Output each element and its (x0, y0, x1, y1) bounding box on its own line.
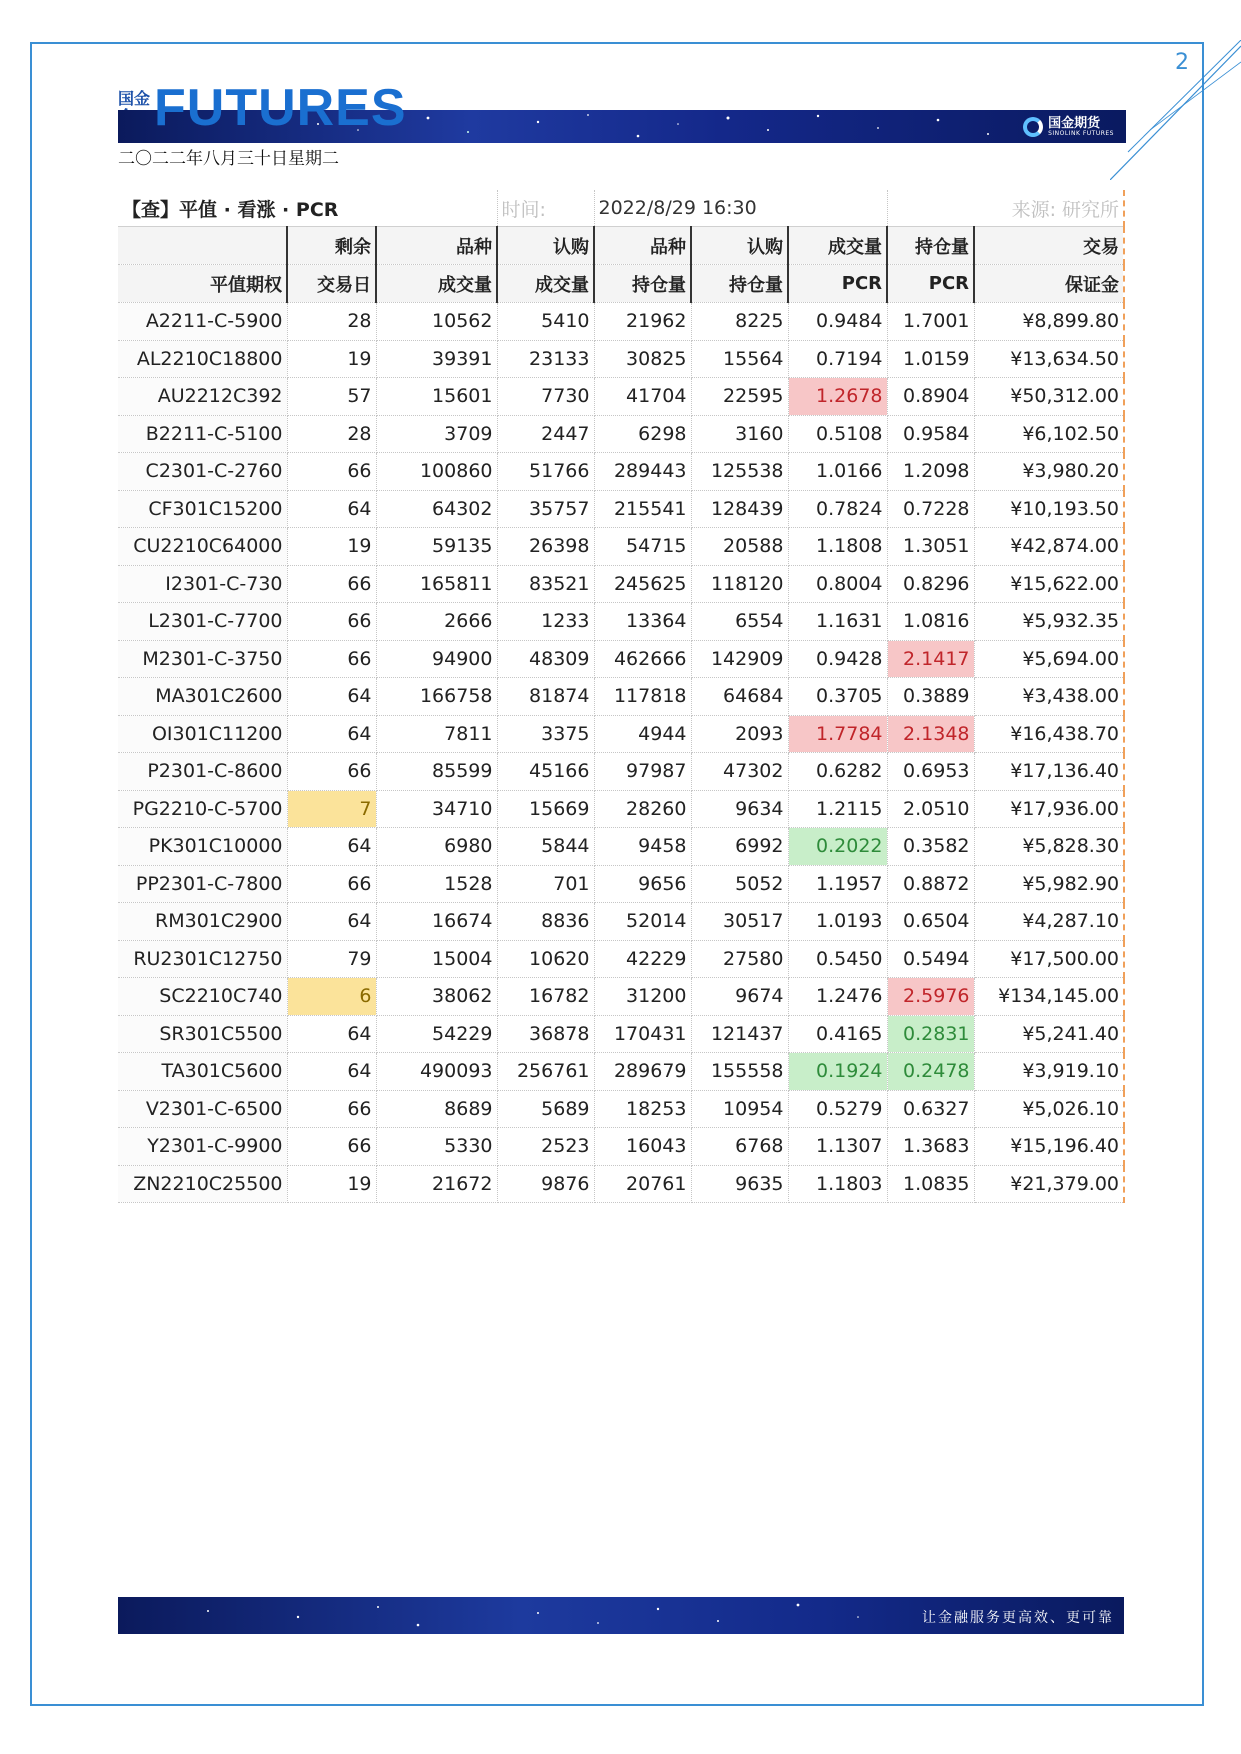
header-cell: 平值期权 (118, 265, 287, 303)
table-cell: 1.2678 (788, 378, 887, 416)
table-cell: 0.9584 (887, 415, 974, 453)
table-cell: 1.3051 (887, 528, 974, 566)
table-cell: 170431 (594, 1015, 691, 1053)
page-number: 2 (1175, 50, 1189, 75)
option-code-cell: AU2212C392 (118, 378, 287, 416)
table-cell: 1.7784 (788, 715, 887, 753)
table-cell: ¥3,919.10 (974, 1053, 1124, 1091)
table-row (118, 378, 1124, 416)
table-row (118, 1053, 1124, 1091)
option-code-cell: I2301-C-730 (118, 565, 287, 603)
option-code-cell: Y2301-C-9900 (118, 1128, 287, 1166)
table-cell: ¥3,438.00 (974, 678, 1124, 716)
table-cell: 0.7194 (788, 340, 887, 378)
header-cell: 持仓量 (594, 265, 691, 303)
table-cell: 1528 (376, 865, 497, 903)
table-cell: 10562 (376, 303, 497, 341)
brand-futures: FUTURES (154, 79, 407, 137)
header-cell: 成交量 (376, 265, 497, 303)
table-cell: 0.8004 (788, 565, 887, 603)
table-cell: 0.8296 (887, 565, 974, 603)
header-cell: 持仓量 (887, 227, 974, 265)
table-cell: 28 (287, 415, 376, 453)
table-row (118, 528, 1124, 566)
table-cell: 16782 (497, 978, 594, 1016)
table-row (118, 415, 1124, 453)
table-cell: 121437 (691, 1015, 788, 1053)
option-code-cell: PG2210-C-5700 (118, 790, 287, 828)
table-row (118, 603, 1124, 641)
table-cell: 256761 (497, 1053, 594, 1091)
table-cell: 0.7824 (788, 490, 887, 528)
table-cell: 8689 (376, 1090, 497, 1128)
table-cell: 0.5450 (788, 940, 887, 978)
table-row (118, 1128, 1124, 1166)
brand-cn-line1: 国金 (118, 89, 151, 108)
table-cell: 6992 (691, 828, 788, 866)
table-cell: 6554 (691, 603, 788, 641)
table-cell: 125538 (691, 453, 788, 491)
table-cell: 0.9428 (788, 640, 887, 678)
table-cell: 51766 (497, 453, 594, 491)
table-cell: 16043 (594, 1128, 691, 1166)
header-cell: 剩余 (287, 227, 376, 265)
table-cell: 166758 (376, 678, 497, 716)
table-row (118, 453, 1124, 491)
table-cell: 1.0166 (788, 453, 887, 491)
logo-name: 国金期货 (1048, 115, 1101, 131)
table-cell: 0.5494 (887, 940, 974, 978)
table-cell: 66 (287, 640, 376, 678)
header-cell: 交易日 (287, 265, 376, 303)
table-cell: 2.1417 (887, 640, 974, 678)
header-cell: 品种 (376, 227, 497, 265)
table-cell: 117818 (594, 678, 691, 716)
table-cell: 215541 (594, 490, 691, 528)
table-cell: 5410 (497, 303, 594, 341)
table-cell: 13364 (594, 603, 691, 641)
table-row (118, 753, 1124, 791)
table-cell: 1.2476 (788, 978, 887, 1016)
table-cell: 21962 (594, 303, 691, 341)
corner-decoration (1110, 40, 1241, 180)
table-cell: 15669 (497, 790, 594, 828)
table-cell: 5330 (376, 1128, 497, 1166)
table-cell: 9876 (497, 1165, 594, 1203)
option-code-cell: B2211-C-5100 (118, 415, 287, 453)
table-cell: ¥15,622.00 (974, 565, 1124, 603)
table-cell: ¥10,193.50 (974, 490, 1124, 528)
table-cell: 9458 (594, 828, 691, 866)
table-cell: 0.3705 (788, 678, 887, 716)
table-cell: ¥4,287.10 (974, 903, 1124, 941)
table-cell: ¥5,982.90 (974, 865, 1124, 903)
table-cell: 64 (287, 903, 376, 941)
table-cell: 41704 (594, 378, 691, 416)
table-cell: 245625 (594, 565, 691, 603)
table-cell: ¥5,694.00 (974, 640, 1124, 678)
table-cell: 701 (497, 865, 594, 903)
table-cell: 85599 (376, 753, 497, 791)
table-cell: 462666 (594, 640, 691, 678)
table-cell: 54715 (594, 528, 691, 566)
table-cell: 4944 (594, 715, 691, 753)
table-cell: 5052 (691, 865, 788, 903)
table-cell: 20761 (594, 1165, 691, 1203)
report-date: 二〇二二年八月三十日星期二 (118, 149, 339, 169)
table-row (118, 490, 1124, 528)
header-cell: 认购 (691, 227, 788, 265)
table-cell: 0.6327 (887, 1090, 974, 1128)
table-cell: 2.1348 (887, 715, 974, 753)
header-cell: 交易 (974, 227, 1124, 265)
table-cell: 64 (287, 678, 376, 716)
table-cell: 1.2115 (788, 790, 887, 828)
table-cell: ¥17,936.00 (974, 790, 1124, 828)
table-cell: ¥5,932.35 (974, 603, 1124, 641)
table-cell: 57 (287, 378, 376, 416)
table-row (118, 790, 1124, 828)
table-cell: 16674 (376, 903, 497, 941)
table-cell: 3709 (376, 415, 497, 453)
time-value: 2022/8/29 16:30 (594, 190, 887, 227)
table-cell: 42229 (594, 940, 691, 978)
table-cell: ¥5,828.30 (974, 828, 1124, 866)
table-cell: 18253 (594, 1090, 691, 1128)
table-cell: 0.4165 (788, 1015, 887, 1053)
table-cell: 0.8872 (887, 865, 974, 903)
option-code-cell: V2301-C-6500 (118, 1090, 287, 1128)
table-cell: 0.7228 (887, 490, 974, 528)
option-code-cell: A2211-C-5900 (118, 303, 287, 341)
table-cell: 128439 (691, 490, 788, 528)
header-row-1 (118, 227, 1124, 265)
table-row (118, 640, 1124, 678)
table-cell: 1.0193 (788, 903, 887, 941)
table-cell: 0.6504 (887, 903, 974, 941)
table-cell: 19 (287, 1165, 376, 1203)
table-cell: 66 (287, 1090, 376, 1128)
table-cell: 26398 (497, 528, 594, 566)
header-cell: 持仓量 (691, 265, 788, 303)
table-cell: 2523 (497, 1128, 594, 1166)
table-cell: 490093 (376, 1053, 497, 1091)
table-cell: 1.1803 (788, 1165, 887, 1203)
header-cell: 保证金 (974, 265, 1124, 303)
table-cell: 94900 (376, 640, 497, 678)
option-code-cell: P2301-C-8600 (118, 753, 287, 791)
table-cell: 52014 (594, 903, 691, 941)
table-cell: 100860 (376, 453, 497, 491)
table-row (118, 715, 1124, 753)
table-cell: 9635 (691, 1165, 788, 1203)
footer-slogan: 让金融服务更高效、更可靠 (922, 1610, 1114, 1626)
table-cell: 6980 (376, 828, 497, 866)
option-code-cell: PP2301-C-7800 (118, 865, 287, 903)
table-cell: 36878 (497, 1015, 594, 1053)
table-cell: 66 (287, 565, 376, 603)
table-cell: 1.0159 (887, 340, 974, 378)
table-cell: 15564 (691, 340, 788, 378)
table-title-row (118, 190, 1124, 227)
table-cell: 20588 (691, 528, 788, 566)
table-cell: 155558 (691, 1053, 788, 1091)
table-cell: ¥13,634.50 (974, 340, 1124, 378)
table-cell: 1.2098 (887, 453, 974, 491)
table-cell: 8225 (691, 303, 788, 341)
company-logo (1023, 113, 1114, 140)
option-code-cell: TA301C5600 (118, 1053, 287, 1091)
table-cell: ¥5,241.40 (974, 1015, 1124, 1053)
table-row (118, 1165, 1124, 1203)
table-cell: 2093 (691, 715, 788, 753)
table-cell: 64684 (691, 678, 788, 716)
table-cell: 28 (287, 303, 376, 341)
table-cell: 66 (287, 603, 376, 641)
table-cell: 47302 (691, 753, 788, 791)
option-code-cell: RM301C2900 (118, 903, 287, 941)
table-cell: ¥5,026.10 (974, 1090, 1124, 1128)
table-cell: 0.6953 (887, 753, 974, 791)
option-code-cell: SR301C5500 (118, 1015, 287, 1053)
option-code-cell: SC2210C740 (118, 978, 287, 1016)
table-cell: 0.9484 (788, 303, 887, 341)
table-cell: 59135 (376, 528, 497, 566)
table-cell: 9656 (594, 865, 691, 903)
table-cell: 118120 (691, 565, 788, 603)
header-cell: 认购 (497, 227, 594, 265)
table-cell: 31200 (594, 978, 691, 1016)
table-cell: ¥42,874.00 (974, 528, 1124, 566)
table-cell: 165811 (376, 565, 497, 603)
logo-mark-icon (1023, 117, 1043, 137)
option-code-cell: OI301C11200 (118, 715, 287, 753)
table-row (118, 1090, 1124, 1128)
table-cell: 6298 (594, 415, 691, 453)
table-row (118, 678, 1124, 716)
table-cell: 1.0835 (887, 1165, 974, 1203)
table-cell: 1233 (497, 603, 594, 641)
table-cell: 38062 (376, 978, 497, 1016)
table-title: 【查】平值 · 看涨 · PCR (118, 190, 497, 227)
table-cell: 1.3683 (887, 1128, 974, 1166)
table-cell: 0.5108 (788, 415, 887, 453)
table-cell: 39391 (376, 340, 497, 378)
table-cell: 64 (287, 1053, 376, 1091)
table-cell: 30517 (691, 903, 788, 941)
table-row (118, 340, 1124, 378)
table-cell: 0.5279 (788, 1090, 887, 1128)
table-row (118, 1015, 1124, 1053)
table-cell: 83521 (497, 565, 594, 603)
table-cell: 0.3582 (887, 828, 974, 866)
table-row (118, 940, 1124, 978)
table-cell: ¥16,438.70 (974, 715, 1124, 753)
table-cell: 7811 (376, 715, 497, 753)
header-cell: 品种 (594, 227, 691, 265)
table-cell: 6 (287, 978, 376, 1016)
table-cell: 289443 (594, 453, 691, 491)
table-cell: 66 (287, 865, 376, 903)
header-cell: PCR (788, 265, 887, 303)
footer-band (118, 1597, 1124, 1634)
table-cell: 35757 (497, 490, 594, 528)
header-cell: 成交量 (497, 265, 594, 303)
table-cell: 8836 (497, 903, 594, 941)
table-cell: 2447 (497, 415, 594, 453)
table-cell: 64 (287, 1015, 376, 1053)
table-cell: 64302 (376, 490, 497, 528)
table-cell: 1.1957 (788, 865, 887, 903)
option-code-cell: ZN2210C25500 (118, 1165, 287, 1203)
table-cell: 7 (287, 790, 376, 828)
table-cell: 9674 (691, 978, 788, 1016)
table-cell: ¥50,312.00 (974, 378, 1124, 416)
option-code-cell: L2301-C-7700 (118, 603, 287, 641)
option-code-cell: AL2210C18800 (118, 340, 287, 378)
table-row (118, 978, 1124, 1016)
table-cell: 64 (287, 715, 376, 753)
table-cell: 142909 (691, 640, 788, 678)
table-cell: 79 (287, 940, 376, 978)
table-cell: 3160 (691, 415, 788, 453)
table-cell: 0.3889 (887, 678, 974, 716)
option-code-cell: CU2210C64000 (118, 528, 287, 566)
table-row (118, 303, 1124, 341)
option-code-cell: PK301C10000 (118, 828, 287, 866)
table-cell: 5844 (497, 828, 594, 866)
table-cell: 0.2831 (887, 1015, 974, 1053)
table-cell: 1.1808 (788, 528, 887, 566)
table-cell: 3375 (497, 715, 594, 753)
table-cell: 2666 (376, 603, 497, 641)
table-row (118, 865, 1124, 903)
table-cell: ¥134,145.00 (974, 978, 1124, 1016)
table-cell: ¥17,500.00 (974, 940, 1124, 978)
table-cell: 64 (287, 490, 376, 528)
table-cell: 66 (287, 453, 376, 491)
table-cell: 10954 (691, 1090, 788, 1128)
table-cell: 81874 (497, 678, 594, 716)
table-cell: 9634 (691, 790, 788, 828)
table-cell: 28260 (594, 790, 691, 828)
table-row (118, 565, 1124, 603)
table-cell: ¥6,102.50 (974, 415, 1124, 453)
table-cell: 1.1631 (788, 603, 887, 641)
table-row (118, 903, 1124, 941)
table-cell: 0.2022 (788, 828, 887, 866)
table-cell: ¥17,136.40 (974, 753, 1124, 791)
table-cell: 22595 (691, 378, 788, 416)
table-cell: 23133 (497, 340, 594, 378)
table-cell: 34710 (376, 790, 497, 828)
option-code-cell: RU2301C12750 (118, 940, 287, 978)
table-cell: 97987 (594, 753, 691, 791)
table-cell: 7730 (497, 378, 594, 416)
table-cell: 21672 (376, 1165, 497, 1203)
table-cell: 15004 (376, 940, 497, 978)
table-cell: 6768 (691, 1128, 788, 1166)
table-cell: 19 (287, 528, 376, 566)
table-cell: 66 (287, 753, 376, 791)
table-cell: 19 (287, 340, 376, 378)
table-cell: 1.1307 (788, 1128, 887, 1166)
table-cell: 15601 (376, 378, 497, 416)
table-cell: 0.6282 (788, 753, 887, 791)
table-cell: 2.0510 (887, 790, 974, 828)
option-code-cell: CF301C15200 (118, 490, 287, 528)
table-cell: 66 (287, 1128, 376, 1166)
source-label: 来源: 研究所 (887, 190, 1124, 227)
header-row-2 (118, 265, 1124, 303)
pcr-table (118, 190, 1125, 1203)
table-cell: 0.1924 (788, 1053, 887, 1091)
table-cell: ¥8,899.80 (974, 303, 1124, 341)
table-cell: 10620 (497, 940, 594, 978)
table-cell: 64 (287, 828, 376, 866)
option-code-cell: C2301-C-2760 (118, 453, 287, 491)
table-row (118, 828, 1124, 866)
header-cell (118, 227, 287, 265)
table-cell: 54229 (376, 1015, 497, 1053)
table-cell: 1.0816 (887, 603, 974, 641)
header-cell: PCR (887, 265, 974, 303)
table-cell: 0.2478 (887, 1053, 974, 1091)
table-cell: ¥15,196.40 (974, 1128, 1124, 1166)
header-cell: 成交量 (788, 227, 887, 265)
table-cell: ¥21,379.00 (974, 1165, 1124, 1203)
table-cell: 1.7001 (887, 303, 974, 341)
option-code-cell: MA301C2600 (118, 678, 287, 716)
table-cell: ¥3,980.20 (974, 453, 1124, 491)
table-cell: 5689 (497, 1090, 594, 1128)
table-cell: 2.5976 (887, 978, 974, 1016)
table-cell: 45166 (497, 753, 594, 791)
option-code-cell: M2301-C-3750 (118, 640, 287, 678)
table-cell: 30825 (594, 340, 691, 378)
table-cell: 0.8904 (887, 378, 974, 416)
table-cell: 289679 (594, 1053, 691, 1091)
table-cell: 48309 (497, 640, 594, 678)
time-label: 时间: (497, 190, 594, 227)
logo-subtitle: SINOLINK FUTURES (1048, 129, 1114, 137)
table-cell: 27580 (691, 940, 788, 978)
